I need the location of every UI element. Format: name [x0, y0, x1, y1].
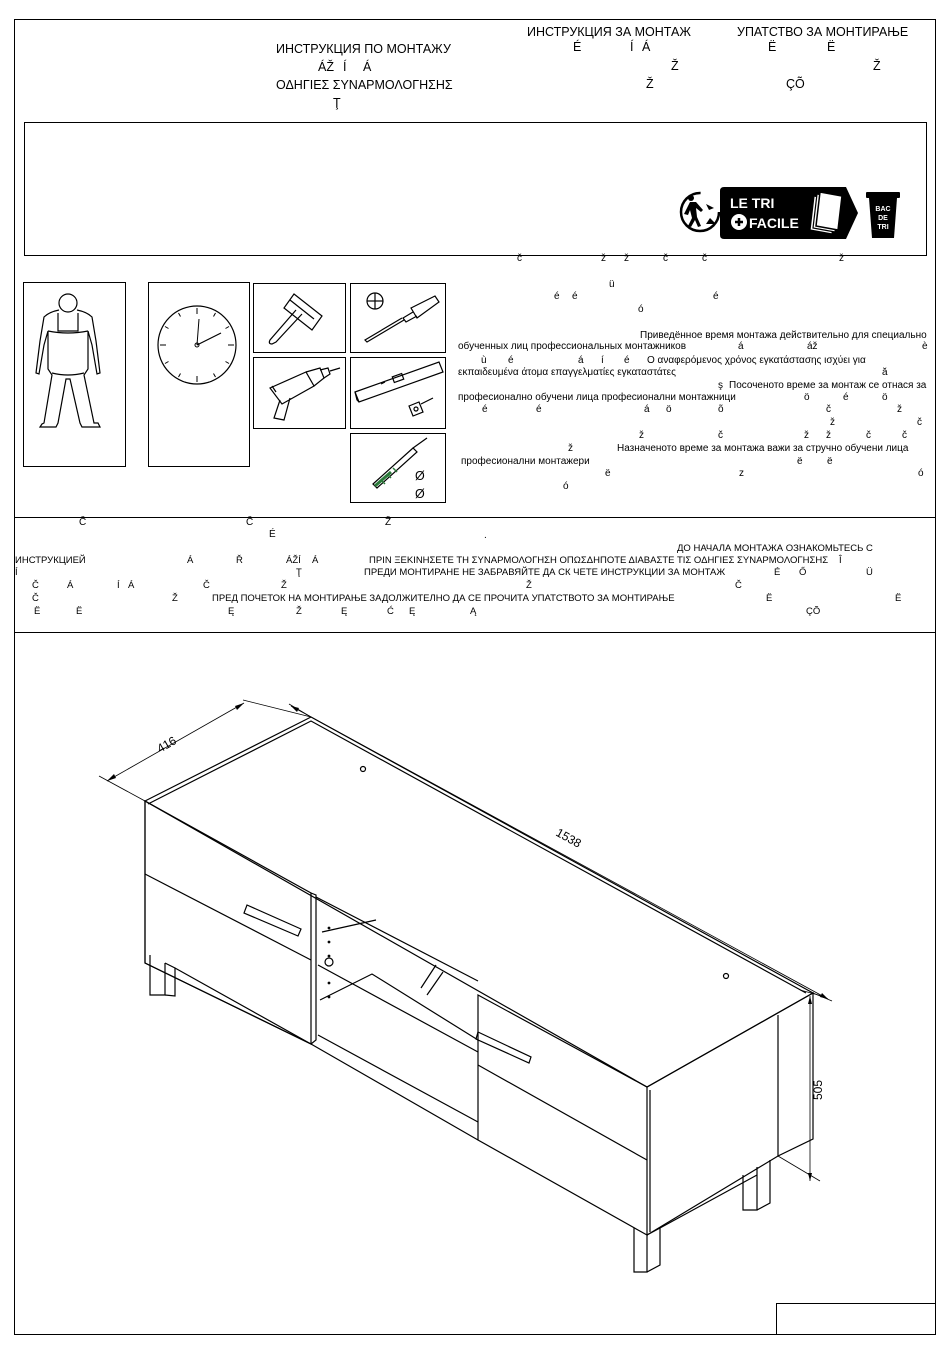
header-fragment: Ž	[671, 59, 679, 73]
warning-fragment: ÇÕ	[806, 606, 821, 617]
warning-fragment: Ë	[766, 593, 773, 604]
warning-greek: ΠΡΙΝ ΞΕΚΙΝΗΣΕΤΕ ΤΗ ΣΥΝΑΡΜΟΛΟΓΗΣΗ ΟΠΩΣΔΗΠΟΤΕ ΔΙΑΒΑΣΤΕ ΤΙΣ ΟΔΗΓΙΕΣ ΣΥΝΑΡΜΟΛΟΓΗΣΗΣ	[369, 555, 829, 566]
warning-fragment: Č	[79, 517, 87, 528]
bin-label-3: TRI	[877, 224, 889, 231]
info-fragment: ž	[639, 430, 644, 441]
bit-label-1: Ø	[415, 469, 425, 483]
warning-fragment: É	[269, 529, 276, 540]
header-fragment: ÇÕ	[786, 77, 805, 91]
worker-box	[23, 282, 126, 467]
warning-fragment: Í	[15, 567, 18, 578]
warning-fragment: Í	[117, 580, 120, 591]
warning-fragment: .	[484, 530, 487, 541]
clock-icon	[149, 283, 249, 466]
warning-fragment: Ő	[799, 567, 807, 578]
info-fragment: č	[702, 253, 707, 264]
triman-recycle-icon	[676, 184, 916, 244]
screwdriver-box	[350, 283, 446, 353]
warning-fragment: Ë	[76, 606, 83, 617]
warning-fragment: Č	[735, 580, 742, 591]
warning-fragment: Č	[246, 517, 254, 528]
clock-box	[148, 282, 250, 467]
info-fragment: ó	[563, 481, 569, 492]
drill-bit-icon	[351, 434, 445, 502]
info-fragment: ş	[718, 380, 723, 391]
warning-fragment: Ę	[341, 606, 348, 617]
dimension-height: 505	[811, 1079, 825, 1100]
level-box	[350, 357, 446, 429]
info-fragment: ă	[882, 367, 888, 378]
info-fragment: é	[843, 392, 849, 403]
info-fragment: áž	[807, 341, 818, 352]
worker-icon	[24, 283, 125, 466]
warning-fragment: Á	[128, 580, 135, 591]
warning-fragment: Á	[187, 555, 194, 566]
info-fragment: é	[554, 291, 560, 302]
hammer-box	[253, 283, 346, 353]
info-fragment: č	[902, 430, 907, 441]
header-fragment: Í	[630, 40, 634, 54]
info-fragment: á	[738, 341, 744, 352]
info-fragment: ó	[638, 304, 644, 315]
warning-fragment: Ć	[387, 606, 394, 617]
page-number-box	[776, 1303, 936, 1335]
info-fragment: č	[866, 430, 871, 441]
info-fragment: ž	[839, 253, 844, 264]
info-greek-line2: εκπαιδευμένα άτομα επαγγελματίες εγκαταστάτες	[458, 367, 676, 378]
header-fragment: Ž	[646, 77, 654, 91]
info-fragment: ó	[918, 468, 924, 479]
warning-fragment: ÁŽÍ	[286, 555, 301, 566]
info-fragment: á	[644, 404, 650, 415]
info-fragment: ž	[601, 253, 606, 264]
warning-fragment: Ę	[228, 606, 235, 617]
info-fragment: ù	[481, 355, 487, 366]
warning-fragment: Ţ	[296, 567, 302, 578]
info-fragment: õ	[718, 404, 724, 415]
warning-fragment: Č	[203, 580, 210, 591]
bin-label-2: DE	[878, 215, 888, 222]
header-fragment: Ë	[827, 40, 836, 54]
info-fragment: ž	[897, 404, 902, 415]
triman-figure-icon	[681, 193, 719, 231]
paper-icon	[810, 192, 842, 234]
warning-fragment: Ę	[409, 606, 416, 617]
info-fragment: ž	[804, 430, 809, 441]
spirit-level-icon	[351, 358, 445, 428]
tv-cabinet-drawing	[0, 633, 950, 1333]
warning-fragment: Ë	[895, 593, 902, 604]
info-fragment: é	[572, 291, 578, 302]
info-fragment: è	[922, 341, 928, 352]
info-serbian-line1: Назначеното време за монтажа важи за стручно обучени лица	[617, 443, 909, 454]
recycle-bin-icon	[866, 192, 900, 238]
warning-fragment: Á	[67, 580, 74, 591]
info-fragment: č	[917, 417, 922, 428]
info-fragment: ö	[666, 404, 672, 415]
info-fragment: ë	[797, 456, 803, 467]
info-fragment: ž	[568, 443, 573, 454]
warning-fragment: Ž	[385, 517, 392, 528]
logo-line2: FACILE	[749, 215, 799, 231]
info-fragment: é	[508, 355, 514, 366]
info-russian-line1: Приведённое время монтажа действительно для специально	[640, 330, 927, 341]
warning-fragment: Î	[839, 555, 842, 566]
warning-fragment: Ë	[34, 606, 41, 617]
bit-label-2: Ø	[415, 487, 425, 501]
dimension-depth: 416	[154, 733, 179, 756]
info-fragment: č	[663, 253, 668, 264]
info-fragment: á	[578, 355, 584, 366]
header-fragment: Í	[343, 60, 347, 74]
header-fragment: É	[573, 40, 582, 54]
info-serbian-line2: професионални монтажери	[461, 456, 590, 467]
warning-fragment: Ž	[281, 580, 287, 591]
header-fragment: ÁŽ	[318, 60, 334, 74]
info-greek-line1: Ο αναφερόμενος χρόνος εγκατάστασης ισχύει για	[647, 355, 866, 366]
info-russian-line2: обученных лиц профессиональных монтажников	[458, 341, 687, 352]
warning-russian: ДО НАЧАЛА МОНТАЖА ОЗНАКОМЬТЕСЬ С	[677, 543, 873, 554]
info-fragment: ž	[624, 253, 629, 264]
title-russian: ИНСТРУКЦИЯ ПО МОНТАЖУ	[276, 42, 451, 56]
info-fragment: é	[624, 355, 630, 366]
warning-fragment: Ž	[172, 593, 178, 604]
warning-fragment: Č	[32, 580, 39, 591]
header-fragment: Á	[363, 60, 372, 74]
hammer-icon	[254, 284, 345, 352]
warning-fragment: Ž	[296, 606, 302, 617]
info-fragment: ü	[609, 279, 615, 290]
drill-icon	[254, 358, 345, 428]
header-fragment: Á	[642, 40, 651, 54]
warning-serbian: ПРЕД ПОЧЕТОК НА МОНТИРАЊЕ ЗАДОЛЖИТЕЛНО ДА СЕ ПРОЧИТА УПАТСТВОТО ЗА МОНТИРАЊЕ	[212, 593, 675, 604]
info-fragment: ë	[827, 456, 833, 467]
info-fragment: é	[536, 404, 542, 415]
info-fragment: č	[826, 404, 831, 415]
info-bulgarian-line1: Посоченото време за монтаж се отнася за	[729, 380, 927, 391]
info-fragment: é	[713, 291, 719, 302]
header-fragment: Ţ	[333, 96, 341, 110]
warning-fragment: Ž	[526, 580, 532, 591]
warning-fragment: Č	[32, 593, 39, 604]
info-fragment: ë	[605, 468, 611, 479]
info-bulgarian-line2: професионално обучени лица професионални монтажници	[458, 392, 736, 403]
warning-fragment: Á	[312, 555, 319, 566]
logo-line1: LE TRI	[730, 195, 775, 211]
header-fragment: Ž	[873, 59, 881, 73]
dimension-width: 1538	[553, 825, 584, 851]
title-bulgarian: ИНСТРУКЦИЯ ЗА МОНТАЖ	[527, 25, 691, 39]
info-fragment: ž	[830, 417, 835, 428]
info-fragment: ö	[804, 392, 810, 403]
warning-fragment: Ř	[236, 555, 243, 566]
info-fragment: z	[739, 468, 744, 479]
bin-label-1: BAC	[875, 206, 891, 213]
phillips-screwdriver-icon	[351, 284, 445, 352]
info-fragment: ž	[826, 430, 831, 441]
warning-russian-cont: ИНСТРУКЦИЕЙ	[15, 555, 86, 566]
bit-box	[350, 433, 446, 503]
info-fragment: é	[482, 404, 488, 415]
warning-bulgarian: ПРЕДИ МОНТИРАНЕ НЕ ЗАБРАВЯЙТЕ ДА СК ЧЕТЕ ИНСТРУКЦИИ ЗА МОНТАЖ	[364, 567, 726, 578]
title-greek: ΟΔΗΓΙΕΣ ΣΥΝΑΡΜΟΛΟΓΗΣΗΣ	[276, 78, 453, 92]
info-fragment: č	[718, 430, 723, 441]
warning-fragment: É	[774, 567, 781, 578]
info-fragment: í	[601, 355, 604, 366]
warning-fragment: Ą	[470, 606, 477, 617]
drill-box	[253, 357, 346, 429]
info-fragment: č	[517, 253, 522, 264]
header-fragment: Ë	[768, 40, 777, 54]
section-divider-1	[14, 517, 936, 518]
warning-fragment: Ü	[866, 567, 873, 578]
title-serbian: УПАТСТВО ЗА МОНТИРАЊЕ	[737, 25, 909, 39]
info-fragment: ö	[882, 392, 888, 403]
